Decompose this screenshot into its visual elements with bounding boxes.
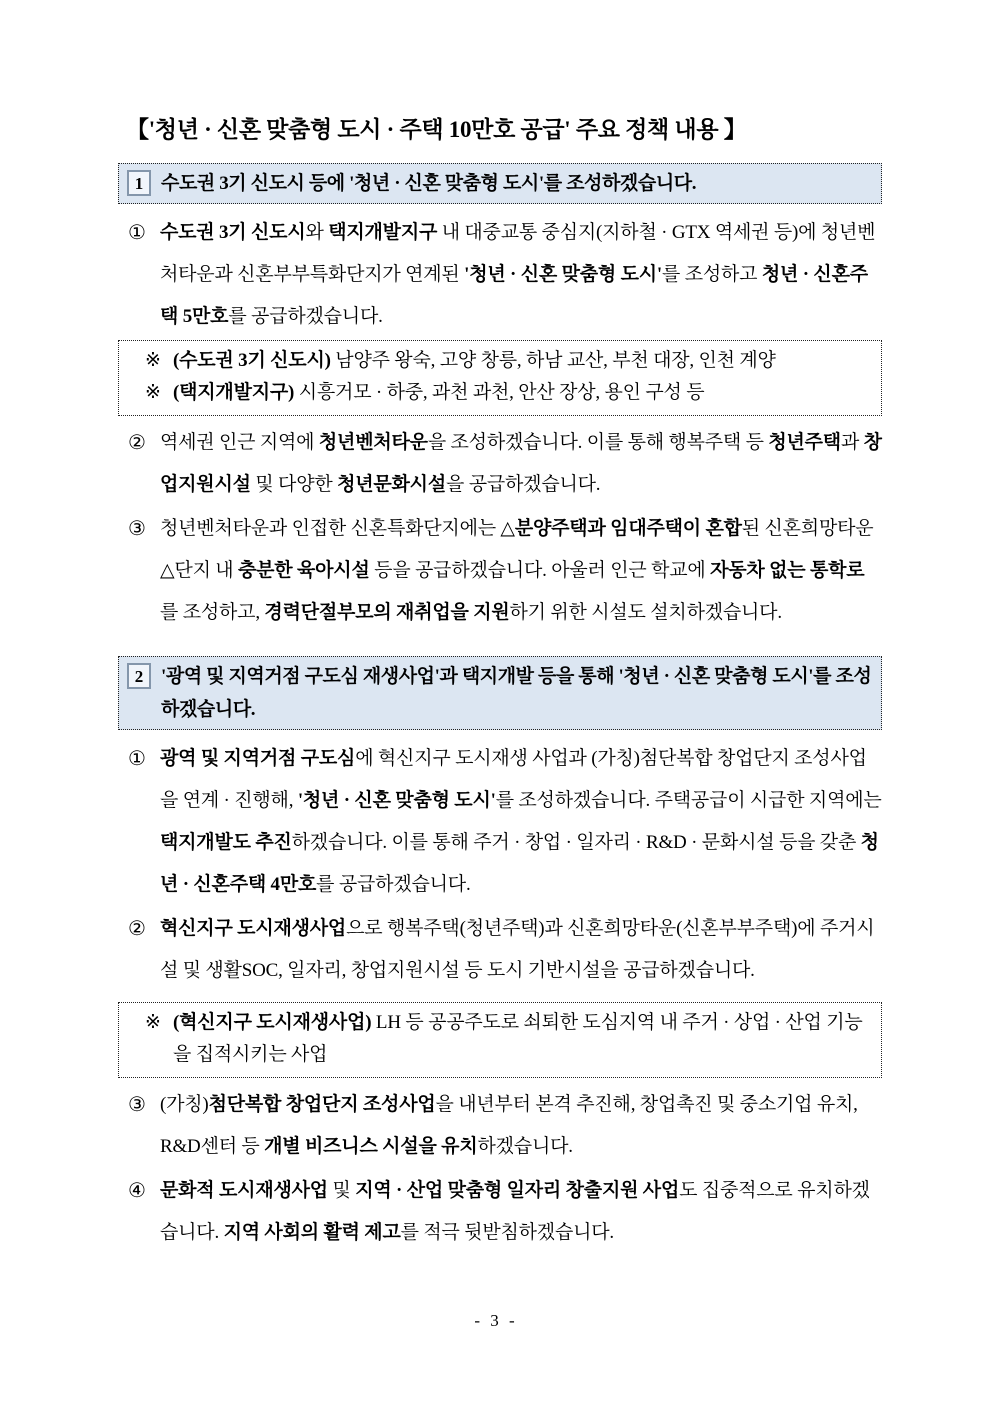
circled-number-2-icon: ② (128, 432, 146, 454)
section-1-note-box (118, 340, 882, 416)
circled-number-1-icon: ① (128, 222, 146, 244)
section-2-number-box: 2 (127, 663, 151, 689)
reference-mark-icon: ※ (145, 382, 161, 403)
note-text-new-towns: (수도권 3기 신도시) 남양주 왕숙, 고양 창릉, 하남 교산, 부천 대장, 인천 계양 (173, 350, 776, 371)
section-1-item-2-text: 역세권 인근 지역에 청년벤처타운을 조성하겠습니다. 이를 통해 행복주택 등 청년주택과 창업지원시설 및 다양한 청년문화시설을 공급하겠습니다. (160, 432, 882, 495)
section-2-item-4-text: 문화적 도시재생사업 및 지역 · 산업 맞춤형 일자리 창출지원 사업도 집중적으로 유치하겠습니다. 지역 사회의 활력 제고를 적극 뒷받침하겠습니다. (160, 1180, 870, 1243)
section-2-heading: '광역 및 지역거점 구도심 재생사업'과 택지개발 등을 통해 '청년 · 신혼 맞춤형 도시'를 조성하겠습니다. (161, 666, 872, 720)
page-number: - 3 - (474, 1311, 518, 1330)
circled-number-2-icon: ② (128, 918, 146, 940)
section-2-item-2 (118, 908, 882, 992)
section-1-heading: 수도권 3기 신도시 등에 '청년 · 신혼 맞춤형 도시'를 조성하겠습니다. (161, 173, 697, 194)
circled-number-3-icon: ③ (128, 1094, 146, 1116)
document-content (118, 0, 882, 1254)
section-2-note-box (118, 1002, 882, 1078)
note-line-innovation-district (145, 1007, 871, 1071)
circled-number-3-icon: ③ (128, 518, 146, 540)
section-1-item-1 (118, 212, 882, 338)
section-2-item-4 (118, 1170, 882, 1254)
section-2-item-1 (118, 738, 882, 906)
section-2-header (118, 656, 882, 730)
section-2-item-1-text: 광역 및 지역거점 구도심에 혁신지구 도시재생 사업과 (가칭)첨단복합 창업단지 조성사업을 연계 · 진행해, '청년 · 신혼 맞춤형 도시'를 조성하겠습니다. 주택공급이 시급한 지역에는 택지개발도 추진하겠습니다. 이를 통해 주거 · 창업 · 일자리 · R&D · 문화시설 등을 갖춘 청년 · 신혼주택 4만호를 공급하겠습니다. (160, 748, 882, 895)
section-2-item-3-text: (가칭)첨단복합 창업단지 조성사업을 내년부터 본격 추진해, 창업촉진 및 중소기업 유치, R&D센터 등 개별 비즈니스 시설을 유치하겠습니다. (160, 1094, 858, 1157)
note-text-innovation-district: (혁신지구 도시재생사업) LH 등 공공주도로 쇠퇴한 도심지역 내 주거 · 상업 · 산업 기능을 집적시키는 사업 (173, 1012, 863, 1065)
section-1-header (118, 163, 882, 204)
section-1-item-1-text: 수도권 3기 신도시와 택지개발지구 내 대중교통 중심지(지하철 · GTX 역세권 등)에 청년벤처타운과 신혼부부특화단지가 연계된 '청년 · 신혼 맞춤형 도시'를 조성하고 청년 · 신혼주택 5만호를 공급하겠습니다. (160, 222, 876, 327)
circled-number-1-icon: ① (128, 748, 146, 770)
note-line-land-development (145, 377, 871, 409)
section-2-item-2-text: 혁신지구 도시재생사업으로 행복주택(청년주택)과 신혼희망타운(신혼부부주택)에 주거시설 및 생활SOC, 일자리, 창업지원시설 등 도시 기반시설을 공급하겠습니다. (160, 918, 875, 981)
reference-mark-icon: ※ (145, 350, 161, 371)
note-line-new-towns (145, 345, 871, 377)
reference-mark-icon: ※ (145, 1012, 161, 1033)
section-1-item-3 (118, 508, 882, 634)
note-text-land-development: (택지개발지구) 시흥거모 · 하중, 과천 과천, 안산 장상, 용인 구성 등 (173, 382, 705, 403)
circled-number-4-icon: ④ (128, 1180, 146, 1202)
section-1-item-2 (118, 422, 882, 506)
section-1-number-box: 1 (127, 170, 151, 196)
page-title: 【'청년 · 신혼 맞춤형 도시 · 주택 10만호 공급' 주요 정책 내용 】 (126, 117, 747, 142)
section-2-item-3 (118, 1084, 882, 1168)
section-1-item-3-text: 청년벤처타운과 인접한 신혼특화단지에는 △분양주택과 임대주택이 혼합된 신혼희망타운 △단지 내 충분한 육아시설 등을 공급하겠습니다. 아울러 인근 학교에 자동차 없는 통학로를 조성하고, 경력단절부모의 재취업을 지원하기 위한 시설도 설치하겠습니다. (160, 518, 874, 623)
